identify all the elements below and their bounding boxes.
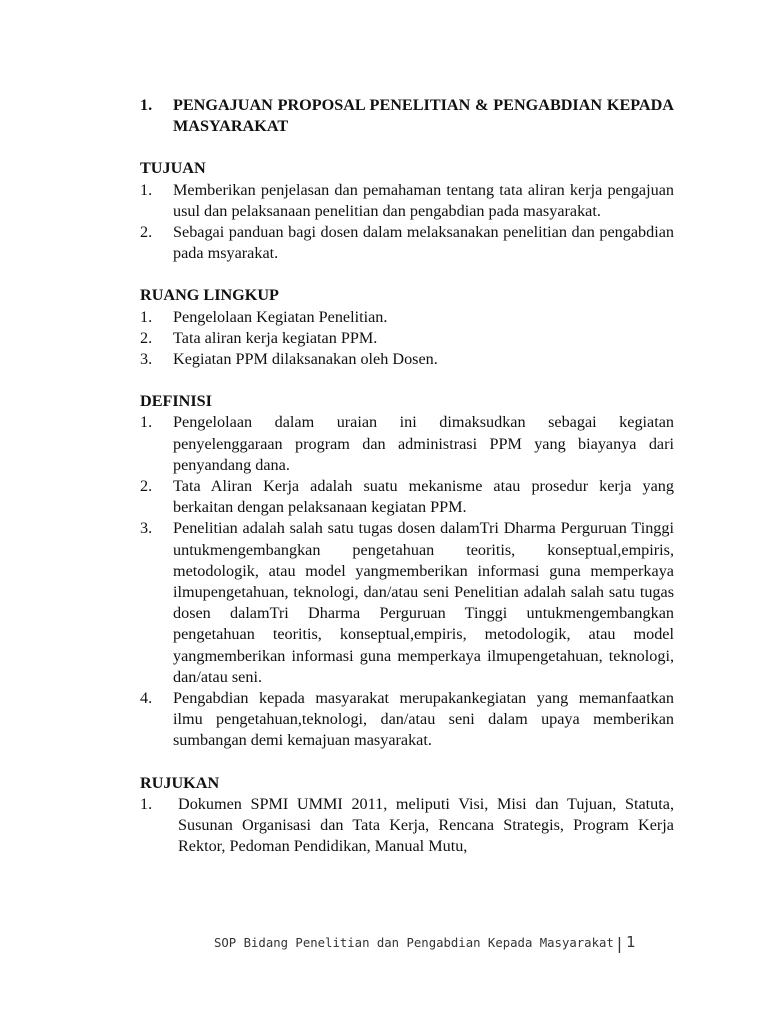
list-item	[140, 180, 674, 222]
item-number: 1.	[140, 307, 153, 326]
numbered-list	[140, 794, 674, 858]
title-number: 1.	[140, 96, 153, 114]
section-definisi	[140, 391, 674, 751]
item-number: 1.	[140, 180, 153, 199]
item-text: Tata aliran kerja kegiatan PPM.	[173, 328, 378, 347]
item-number: 4.	[140, 689, 153, 708]
numbered-list	[140, 307, 674, 371]
list-item	[140, 688, 674, 752]
item-text: Pengelolaan Kegiatan Penelitian.	[173, 307, 388, 326]
item-number: 3.	[140, 519, 153, 538]
numbered-list	[140, 180, 674, 265]
title-text: PENGAJUAN PROPOSAL PENELITIAN & PENGABDIAN KEPADA MASYARAKAT	[173, 96, 674, 136]
footer-separator: |	[616, 934, 623, 953]
page-number: 1	[626, 933, 636, 951]
section-tujuan	[140, 158, 674, 264]
item-text: Kegiatan PPM dilaksanakan oleh Dosen.	[173, 350, 438, 369]
section-rujukan	[140, 773, 674, 858]
item-number: 2.	[140, 477, 153, 496]
page-footer	[214, 933, 636, 953]
item-number: 1.	[140, 413, 153, 432]
document-title	[140, 95, 674, 137]
list-item	[140, 328, 674, 349]
item-number: 2.	[140, 223, 153, 242]
list-item	[140, 412, 674, 476]
item-text: Memberikan penjelasan dan pemahaman tentang tata aliran kerja pengajuan usul dan pelaksanaan penelitian dan pengabdian pada masyarakat.	[173, 180, 674, 220]
item-number: 3.	[140, 350, 153, 369]
footer-text: SOP Bidang Penelitian dan Pengabdian Kepada Masyarakat	[214, 936, 614, 950]
item-text: Dokumen SPMI UMMI 2011, meliputi Visi, Misi dan Tujuan, Statuta, Susunan Organisasi dan Tata Kerja, Rencana Strategis, Program Kerja Rektor, Pedoman Pendidikan, Manual Mutu,	[178, 794, 674, 856]
list-item	[140, 307, 674, 328]
document-body	[140, 95, 674, 858]
section-heading: DEFINISI	[140, 392, 212, 411]
section-heading: TUJUAN	[140, 159, 206, 178]
item-text: Penelitian adalah salah satu tugas dosen dalamTri Dharma Perguruan Tinggi untukmengembangkan pengetahuan teoritis, konseptual,empiris, metodologik, atau model yangmemberikan informasi guna memperkaya ilmupengetahuan, teknologi, dan/atau seni Penelitian adalah salah satu tugas dosen dalamTri Dharma Perguruan Tinggi untukmengembangkan pengetahuan teoritis, konseptual,empiris, metodologik, atau model yangmemberikan informasi guna memperkaya ilmupengetahuan, teknologi, dan/atau seni.	[173, 519, 674, 686]
section-heading: RUJUKAN	[140, 773, 220, 792]
item-number: 1.	[140, 794, 153, 813]
list-item	[140, 349, 674, 370]
list-item	[140, 794, 674, 858]
item-text: Tata Aliran Kerja adalah suatu mekanisme atau prosedur kerja yang berkaitan dengan pelaksanaan kegiatan PPM.	[173, 477, 674, 517]
item-number: 2.	[140, 328, 153, 347]
item-text: Sebagai panduan bagi dosen dalam melaksanakan penelitian dan pengabdian pada msyarakat.	[173, 223, 674, 263]
item-text: Pengelolaan dalam uraian ini dimaksudkan sebagai kegiatan penyelenggaraan program dan administrasi PPM yang biayanya dari penyandang dana.	[173, 413, 674, 474]
list-item	[140, 476, 674, 518]
list-item	[140, 222, 674, 264]
section-ruang-lingkup	[140, 285, 674, 370]
item-text: Pengabdian kepada masyarakat merupakankegiatan yang memanfaatkan ilmu pengetahuan,teknologi, dan/atau seni dalam upaya memberikan sumbangan demi kemajuan masyarakat.	[173, 689, 674, 750]
numbered-list	[140, 412, 674, 751]
list-item	[140, 518, 674, 688]
section-heading: RUANG LINGKUP	[140, 286, 279, 305]
